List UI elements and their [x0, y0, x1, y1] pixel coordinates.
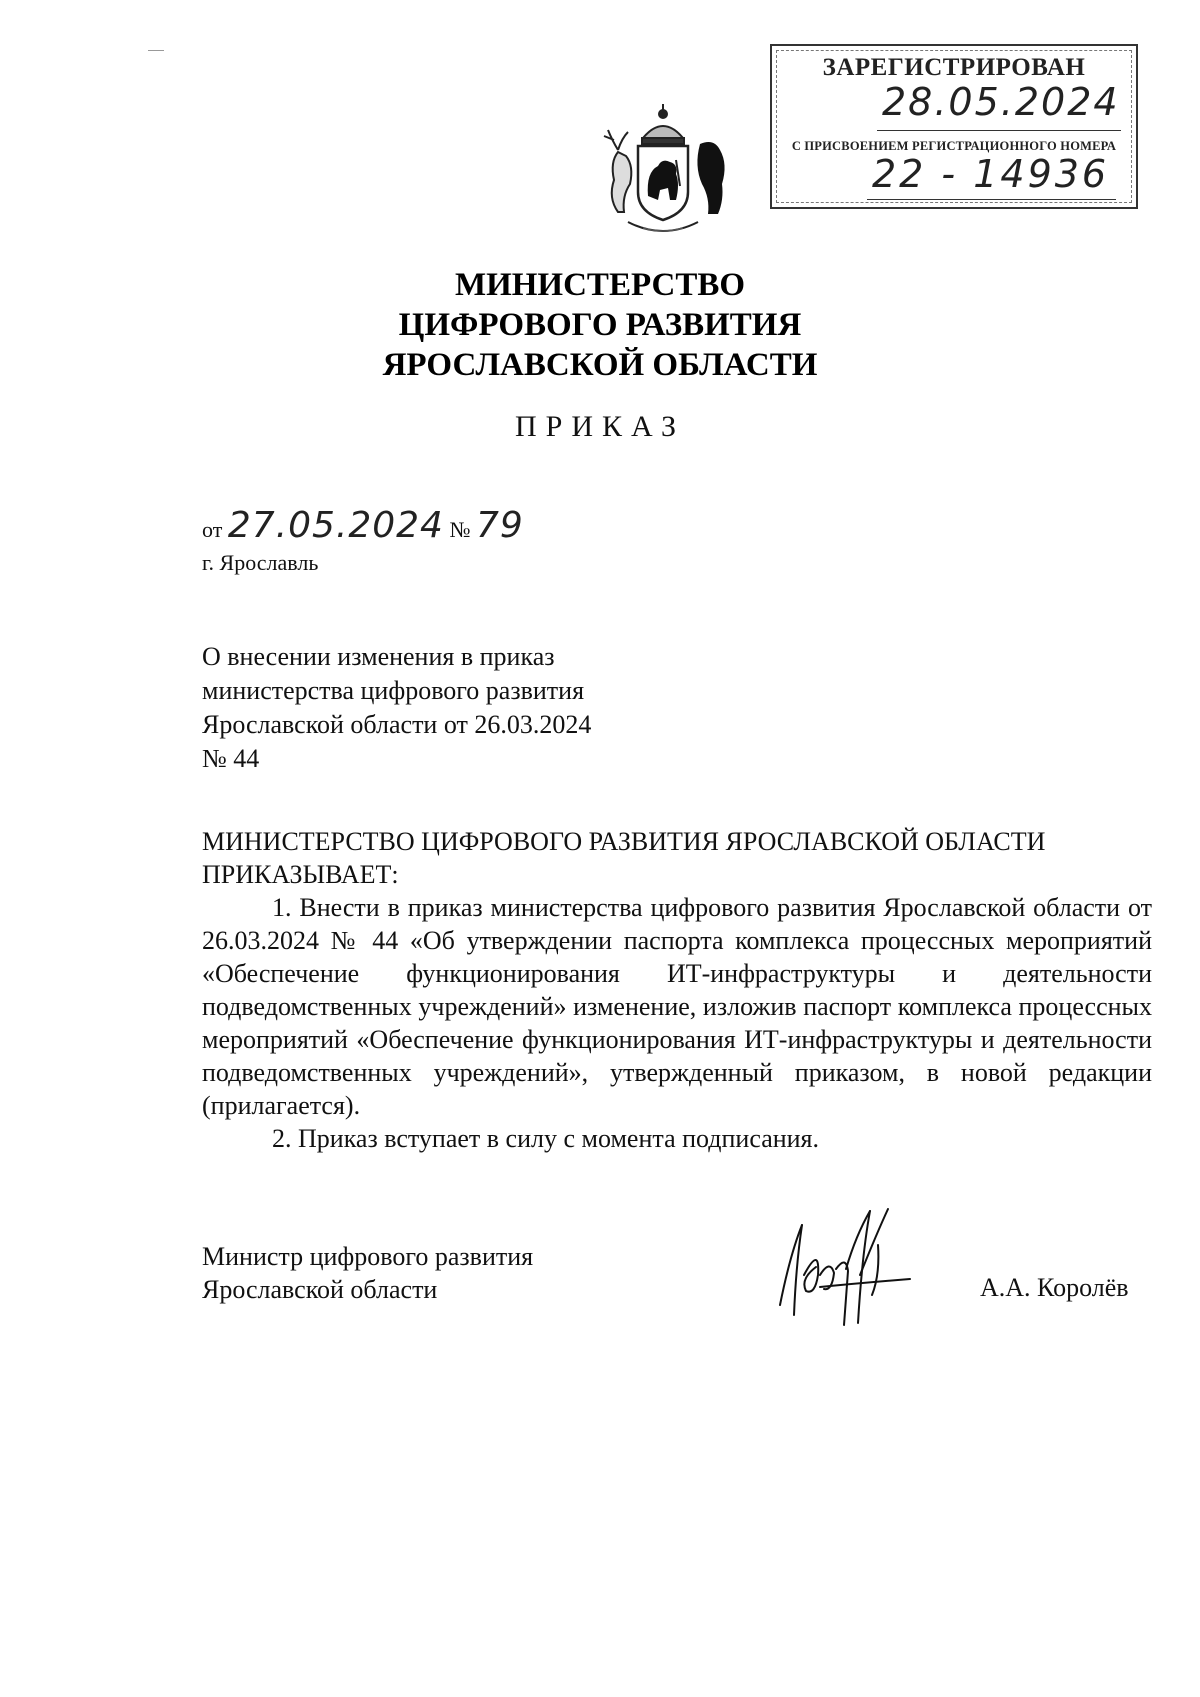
ministry-name-line: ЯРОСЛАВСКОЙ ОБЛАСТИ [382, 347, 818, 383]
signer-position [202, 1240, 533, 1306]
stamp-divider [877, 130, 1121, 131]
from-label: от [202, 517, 223, 542]
document-type: ПРИКАЗ [515, 410, 685, 443]
stamp-title: ЗАРЕГИСТРИРОВАН [822, 54, 1086, 81]
stamp-subtitle: С ПРИСВОЕНИЕМ РЕГИСТРАЦИОННОГО НОМЕРА [791, 139, 1117, 153]
stamp-divider [867, 199, 1116, 200]
order-body [202, 825, 1152, 1155]
order-number: 79 [475, 505, 524, 546]
order-item-1: 1. Внести в приказ министерства цифрового развития Ярославской области от 26.03.2024 № 44 «Об утверждении паспорта комплекса процессных мероприятий «Обеспечение функционирования ИТ-инфраструктуры и деятельности подведомственных учреждений» изменение, изложив паспорт комплекса процессных мероприятий «Обеспечение функционирования ИТ-инфраструктуры и деятельности подведомственных учреждений», утвержденный приказом, в новой редакции (прилагается). [202, 893, 1152, 1120]
stamp-date: 28.05.2024 [882, 80, 1120, 124]
ministry-name-line: ЦИФРОВОГО РАЗВИТИЯ [398, 307, 802, 343]
order-item-2: 2. Приказ вступает в силу с момента подписания. [272, 1124, 820, 1153]
order-date-number [202, 505, 524, 546]
ministry-name [300, 265, 900, 385]
subject-line: О внесении изменения в приказ [202, 642, 555, 671]
city: г. Ярославль [202, 550, 319, 575]
coat-of-arms-icon [588, 100, 738, 240]
stamp-registration-number: 22 - 14936 [872, 152, 1110, 196]
subject-line: № 44 [202, 744, 260, 773]
ministry-name-line: МИНИСТЕРСТВО [454, 267, 746, 303]
subject-line: министерства цифрового развития [202, 676, 585, 705]
preamble: МИНИСТЕРСТВО ЦИФРОВОГО РАЗВИТИЯ ЯРОСЛАВСКОЙ ОБЛАСТИ ПРИКАЗЫВАЕТ: [202, 827, 1046, 889]
signer-position-line: Министр цифрового развития [202, 1242, 534, 1271]
signer-position-line: Ярославской области [202, 1275, 438, 1304]
signer-name: А.А. Королёв [980, 1273, 1129, 1302]
registration-stamp [770, 44, 1138, 209]
order-subject [202, 640, 591, 776]
number-label: № [449, 517, 471, 542]
handwritten-signature [760, 1195, 920, 1340]
scan-artifact [148, 50, 164, 51]
subject-line: Ярославской области от 26.03.2024 [202, 710, 592, 739]
order-date: 27.05.2024 [227, 505, 444, 546]
